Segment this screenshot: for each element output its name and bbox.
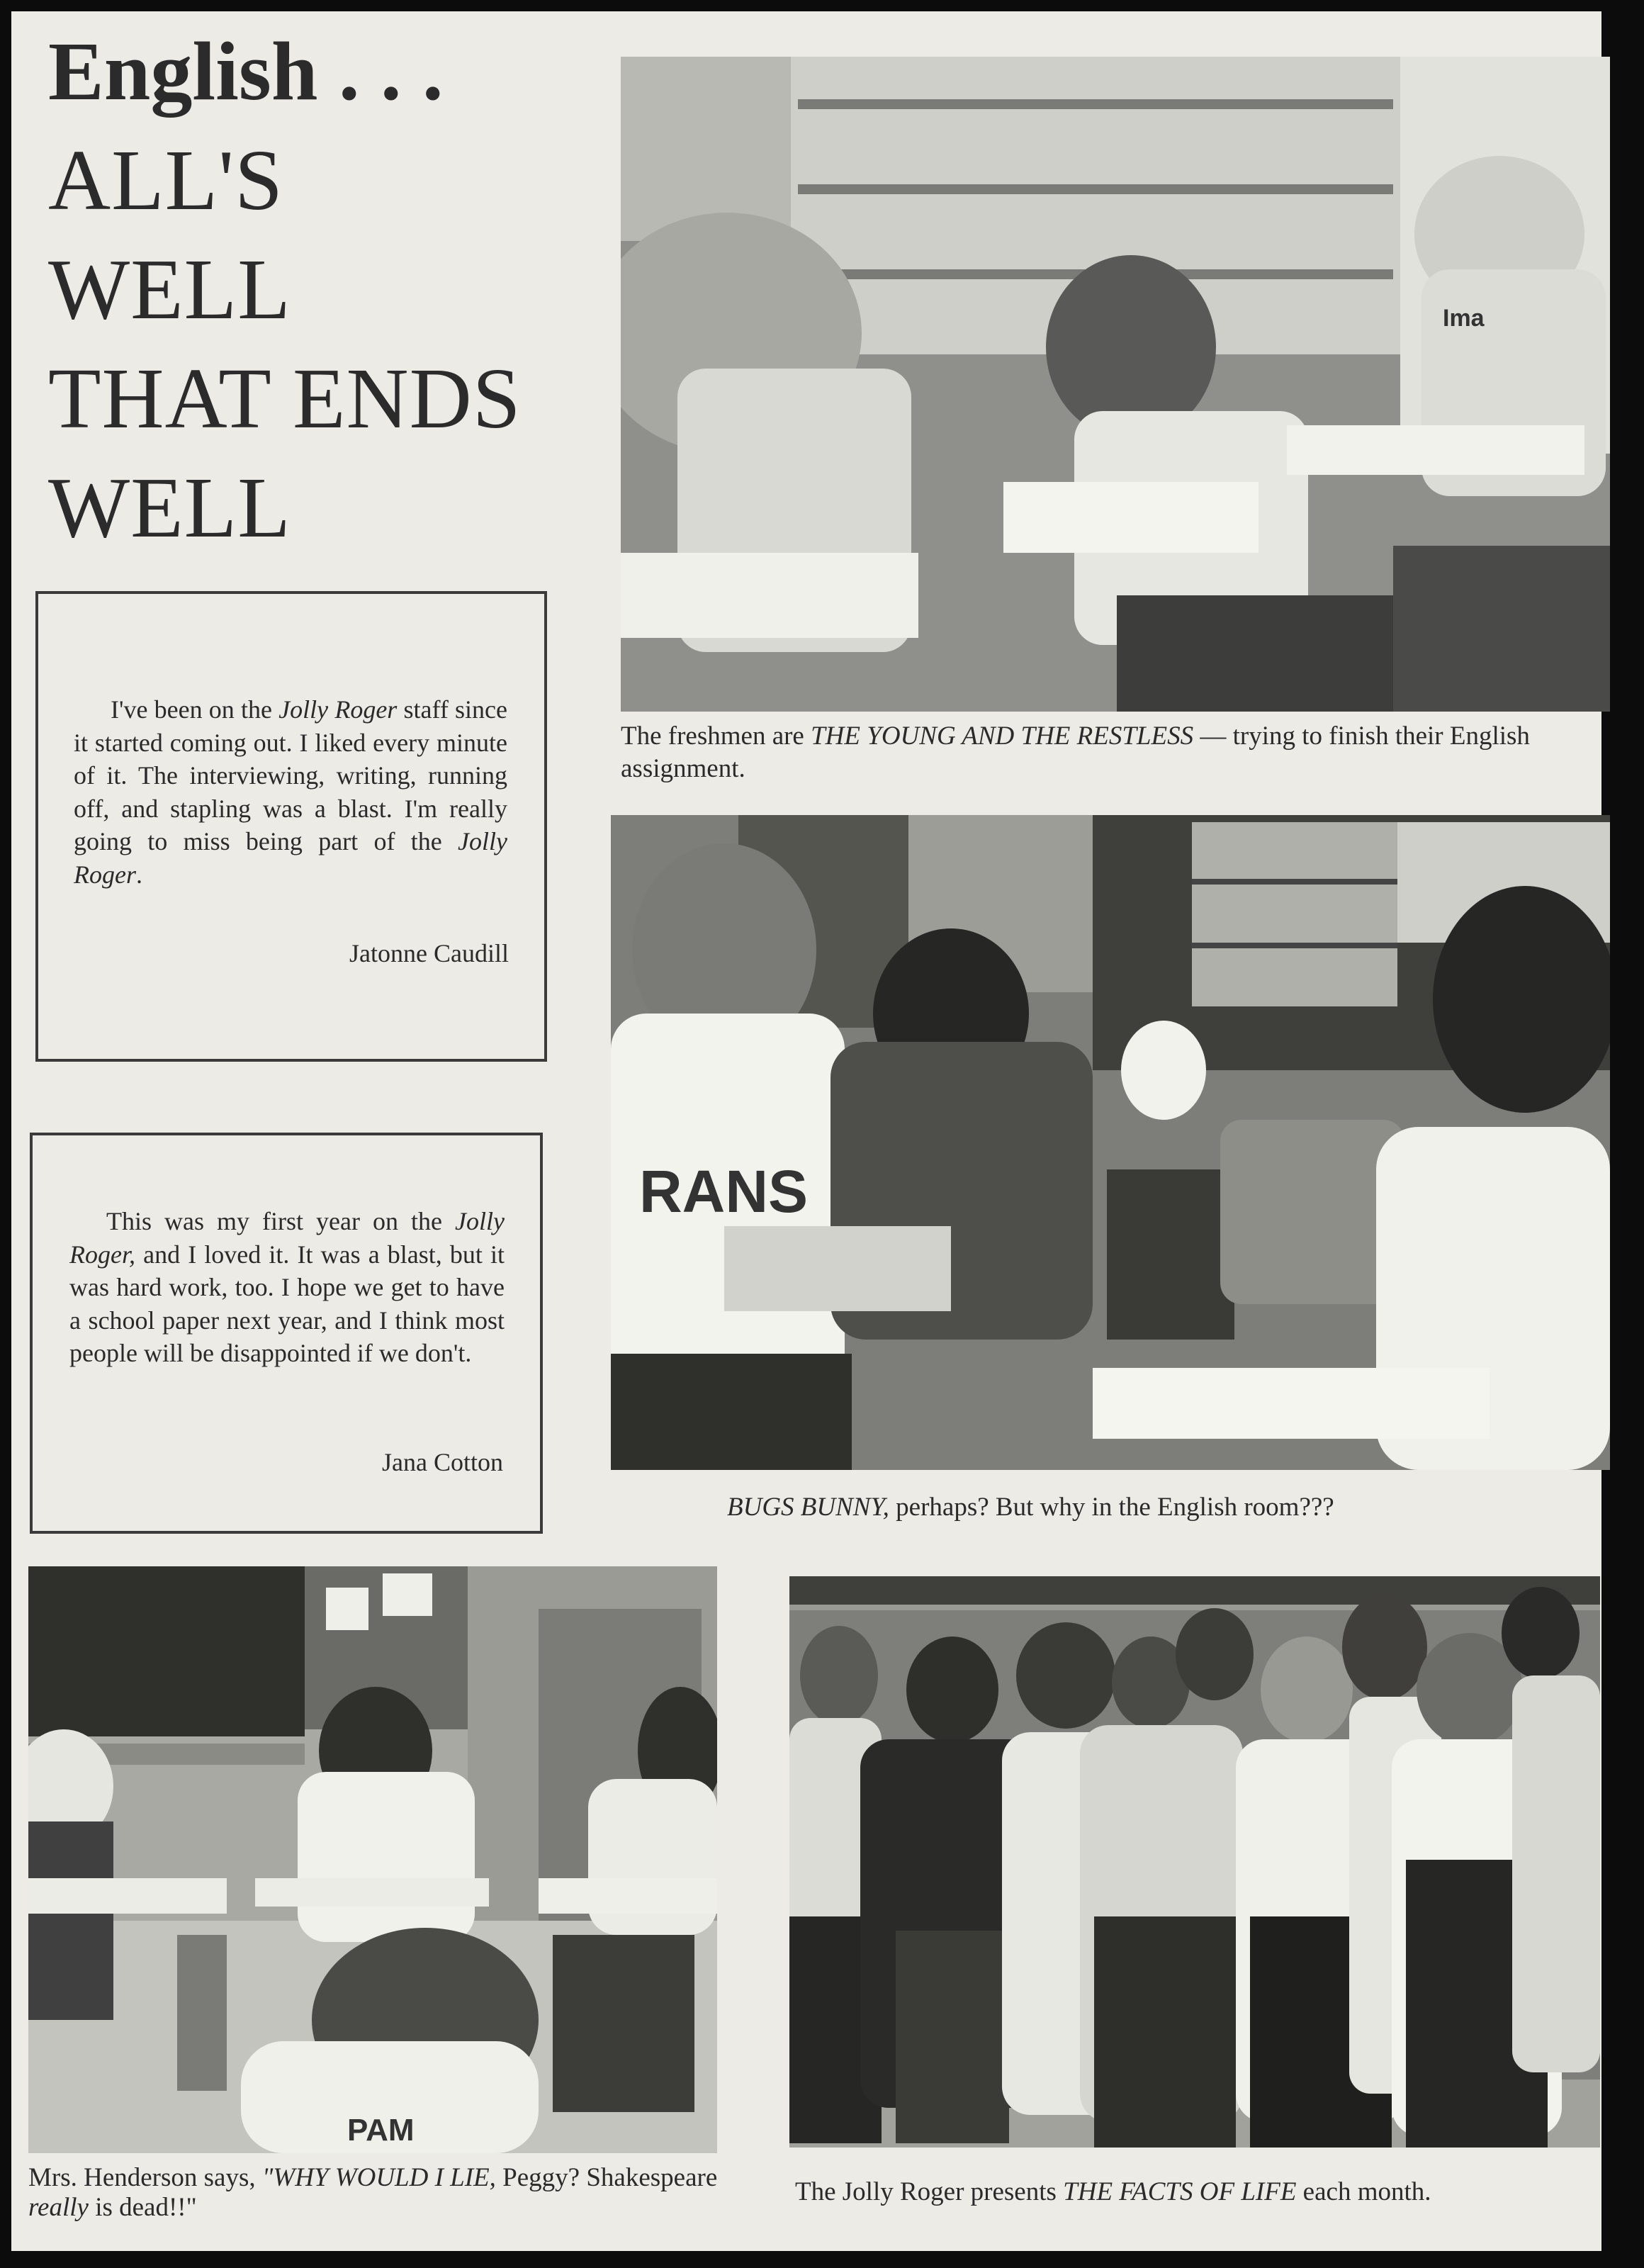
yearbook-page (11, 11, 1601, 2251)
henderson-class-photo (28, 1566, 717, 2153)
classroom-boys-photo (611, 815, 1610, 1470)
heading-line: WELL (48, 242, 291, 337)
quote-author: Jatonne Caudill (349, 939, 509, 967)
facts-of-life-caption: The Jolly Roger presents THE FACTS OF LIFE each month. (795, 2177, 1431, 2206)
quote-text: This was my first year on the Jolly Roger, and I loved it. It was a blast, but it was hard work, too. I hope we get to have a school paper next year, and I think most people will be disappointed if we don't. (69, 1207, 505, 1367)
freshmen-photo (621, 57, 1610, 712)
quote-text: I've been on the Jolly Roger staff since it started coming out. I liked every minute of it. The interviewing, writing, running off, and stapling was a blast. I'm really going to miss being part of the Jolly Roger. (74, 695, 507, 889)
staff-group-photo (789, 1576, 1600, 2148)
heading-line: ALL'S (48, 133, 283, 228)
quote-box-cotton (30, 1133, 543, 1534)
quote-author: Jana Cotton (382, 1448, 503, 1476)
heading-line: THAT ENDS (48, 351, 522, 447)
freshmen-caption: The freshmen are THE YOUNG AND THE RESTLESS — trying to finish their English assignment. (621, 722, 1530, 783)
heading-lead: English . . . (48, 25, 444, 118)
quote-box-caudill (35, 591, 547, 1062)
photo-shirt-text: RANS (639, 1158, 809, 1225)
henderson-caption: Mrs. Henderson says, "WHY WOULD I LIE, Peggy? Shakespeare really is dead!!" (28, 2163, 718, 2222)
page-heading (48, 17, 615, 563)
photo-hoodie-text: PAM (347, 2113, 415, 2148)
bugs-bunny-caption: BUGS BUNNY, perhaps? But why in the English room??? (727, 1493, 1334, 1522)
photo-shirt-text: Ima (1443, 305, 1485, 332)
heading-line: WELL (48, 460, 291, 556)
